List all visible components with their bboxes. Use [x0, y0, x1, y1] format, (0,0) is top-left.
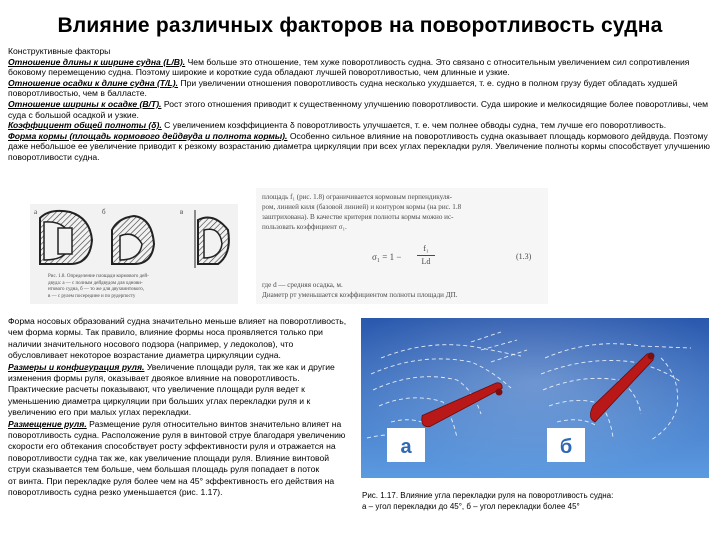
formula-number: (1.3) [516, 252, 532, 261]
factor-term: Отношение осадки к длине судна (T/L). [8, 77, 179, 88]
factor-paragraph [8, 131, 712, 163]
rudder-angle-figure [361, 318, 709, 478]
formula-numerator: f₁ [423, 244, 429, 253]
scan-text-block [262, 192, 546, 232]
formula-denominator: Ld [421, 257, 431, 266]
scan-caption-line: Рис. 1.8. Определение площади кормового дей- [48, 274, 149, 279]
caption-line: Рис. 1.17. Влияние угла перекладки руля на поворотливость судна: [362, 491, 614, 500]
rudder-tail-paragraph: от винта. При перекладке руля более чем на 45° эффективность его действия на поворотливость судна резко уменьшается (рис. 1.17). [8, 475, 335, 498]
rudder-text [8, 316, 352, 499]
scan-line: площадь f₁ (рис. 1.8) ограничивается кормовым перпендикуля- [262, 193, 453, 201]
factor-text: При увеличении отношения поворотливость судна несколько ухудшается, т. е. судно в полном грузу будет обладать худшей поворотливостью, чем в балласте. [8, 77, 678, 99]
scan-line: где d — средняя осадка, м. [262, 281, 343, 289]
scan-line: Диаметр рт уменьшается коэффициентом полноты площади ДП. [262, 291, 458, 299]
sketch-c [195, 210, 229, 268]
label-a: а [400, 436, 412, 458]
scan-caption-line: двуда: а — с полным дейдвудом для однови- [48, 280, 143, 286]
caption-line: а – угол перекладки до 45°, б – угол перекладки более 45° [362, 501, 580, 511]
formula-left: σ₁ = 1 − [372, 252, 402, 262]
factor-text: Рост этого отношения приводит к существенному улучшению поворотливости. Суда широкие и мелкосидящие более поворотливы, чем суда с большой осадкой и узкие. [8, 98, 709, 120]
rudder-place-paragraph [8, 419, 352, 476]
label-b: б [559, 436, 573, 458]
figure-caption [362, 491, 712, 512]
fraction-bar [417, 255, 435, 256]
scan-caption-line: в — с рулем посередине и по рудерпосту [48, 293, 136, 299]
sketch-a [40, 211, 92, 264]
rudder-size-paragraph [8, 362, 352, 419]
factor-paragraph [8, 99, 712, 120]
sketch-letter: в [180, 208, 184, 216]
factor-text: Чем больше это отношение, тем хуже поворотливость судна. Это связано с относительным увеличением сил сопротивления боковому перемещению судна. Поэтому широкие и короткие суда обладают лучшей поворотливостью, чем длинные и узкие. [8, 56, 690, 78]
factor-term: Отношение ширины к осадке (B/T). [8, 98, 162, 109]
factor-paragraph [8, 78, 712, 99]
rudder-size-term: Размеры и конфигурация руля. [8, 361, 145, 372]
scan-line: пользовать коэффициент σ₁. [262, 223, 347, 231]
rudder-place-text: Размещение руля относительно винтов значительно влияет на поворотливость судна. Расположение руля в винтовой струе благодаря увеличению скорости его обтекания способствует росту эффективности руля и отражается на поворотливости судна так же, как увеличение площади руля. Влияние винтовой струи сказывается тем больше, чем большая площадь руля попадает в поток [8, 418, 346, 475]
scan-caption [48, 274, 234, 300]
stern-deadwood-drawing [30, 204, 238, 274]
rudder-size-text: Увеличение площади руля, так же как и другие изменения формы руля, оказывает двоякое влияние на поворотливость. Практические расчеты показывают, что увеличение площади руля ведет к уменьшению диаметра циркуляции при больших углах перекладки руля и к увеличению его при малых углах перекладки. [8, 361, 335, 418]
factor-term: Коэффициент общей полноты (δ). [8, 120, 162, 131]
stern-deadwood-scan [30, 204, 238, 304]
bow-paragraph: Форма носовых образований судна значительно меньше влияет на поворотливость, чем форма кормы. Так правило, влияние формы носа проявляется только при наличии значительного носового подзора (например, у ледоколов), что обусловливает некоторое возрастание диаметра циркуляции судна. [8, 316, 347, 361]
rudder-place-term: Размещение руля. [8, 418, 87, 429]
factor-term: Форма кормы (площадь кормового дейдвуда и полнота кормы). [8, 130, 288, 141]
factor-term: Отношение длины к ширине судна (L/B). [8, 56, 186, 67]
scan-where-block [262, 280, 457, 300]
design-factors-text [8, 46, 712, 163]
page-title: Влияние различных факторов на поворотливость судна [57, 14, 663, 37]
scan-line: заштрихована). В качестве критерия полноты кормы можно ис- [262, 213, 454, 221]
sketch-letter: б [102, 208, 106, 216]
scan-caption-line: нтового судна, б — то же для двухвинтового, [48, 287, 145, 292]
sketch-letter: a [34, 208, 38, 216]
section-heading: Конструктивные факторы [8, 46, 111, 56]
scan-line: ром, линией киля (базовой линией) и контуром кормы (на рис. 1.8 [262, 203, 462, 211]
factor-text: С увеличением коэффициента δ поворотливость улучшается, т. е. чем полнее обводы судна, тем лучше его поворотливость. [161, 120, 667, 131]
factor-paragraph [8, 120, 712, 131]
factor-paragraph [8, 57, 712, 78]
sketch-b [112, 216, 154, 264]
stern-fullness-scan [256, 188, 548, 304]
factor-text: Особенно сильное влияние на поворотливость судна оказывает площадь кормового дейдвуда. Поэтому даже небольшое ее увеличение приводит к резкому возрастанию диаметра циркуляции при всех углах перекладки руля. Увеличение полноты кормы способствует улучшению поворотливости судна. [8, 130, 710, 162]
rudder-flow-diagram [361, 318, 709, 478]
